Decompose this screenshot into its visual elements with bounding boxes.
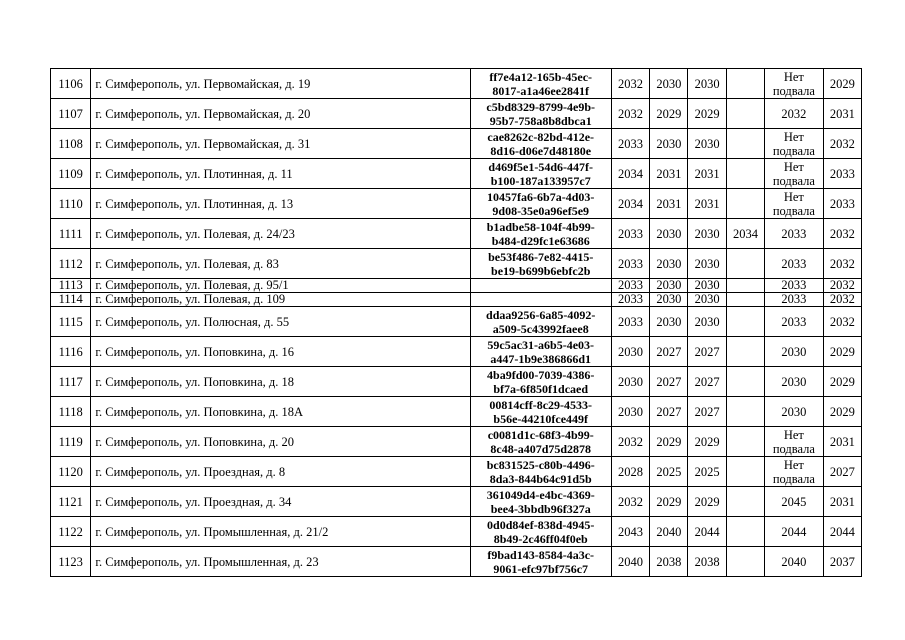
year-cell-3: 2031 bbox=[688, 189, 726, 219]
table-row bbox=[51, 427, 862, 457]
guid-cell: 00814cff-8c29-4533- b56e-44210fce449f bbox=[470, 397, 611, 427]
year-cell-4 bbox=[726, 159, 764, 189]
year-cell-6: 2037 bbox=[823, 547, 861, 577]
year-cell-1: 2032 bbox=[611, 99, 649, 129]
guid-cell: 10457fa6-6b7a-4d03- 9d08-35e0a96ef5e9 bbox=[470, 189, 611, 219]
basement-year-cell: 2030 bbox=[765, 397, 824, 427]
year-cell-3: 2030 bbox=[688, 279, 726, 293]
address-cell: г. Симферополь, ул. Полевая, д. 95/1 bbox=[91, 279, 470, 293]
year-cell-1: 2033 bbox=[611, 249, 649, 279]
year-cell-4 bbox=[726, 427, 764, 457]
year-cell-4 bbox=[726, 69, 764, 99]
table-row bbox=[51, 69, 862, 99]
year-cell-1: 2034 bbox=[611, 159, 649, 189]
basement-year-cell: Нет подвала bbox=[765, 427, 824, 457]
row-number: 1116 bbox=[51, 337, 91, 367]
basement-year-cell: Нет подвала bbox=[765, 189, 824, 219]
table-row bbox=[51, 293, 862, 307]
year-cell-1: 2043 bbox=[611, 517, 649, 547]
row-number: 1118 bbox=[51, 397, 91, 427]
row-number: 1119 bbox=[51, 427, 91, 457]
year-cell-2: 2029 bbox=[650, 487, 688, 517]
address-cell: г. Симферополь, ул. Полевая, д. 24/23 bbox=[91, 219, 470, 249]
row-number: 1117 bbox=[51, 367, 91, 397]
year-cell-4 bbox=[726, 397, 764, 427]
table-row bbox=[51, 99, 862, 129]
year-cell-2: 2029 bbox=[650, 99, 688, 129]
year-cell-4 bbox=[726, 99, 764, 129]
table-row bbox=[51, 367, 862, 397]
basement-year-cell: 2040 bbox=[765, 547, 824, 577]
year-cell-3: 2029 bbox=[688, 487, 726, 517]
guid-cell: ddaa9256-6a85-4092- a509-5c43992faee8 bbox=[470, 307, 611, 337]
year-cell-3: 2030 bbox=[688, 307, 726, 337]
guid-cell: ff7e4a12-165b-45ec- 8017-a1a46ee2841f bbox=[470, 69, 611, 99]
year-cell-6: 2044 bbox=[823, 517, 861, 547]
address-cell: г. Симферополь, ул. Проездная, д. 8 bbox=[91, 457, 470, 487]
table-row bbox=[51, 189, 862, 219]
table-row bbox=[51, 457, 862, 487]
year-cell-6: 2031 bbox=[823, 427, 861, 457]
guid-cell: 361049d4-e4bc-4369- bee4-3bbdb96f327a bbox=[470, 487, 611, 517]
basement-year-cell: Нет подвала bbox=[765, 129, 824, 159]
year-cell-4 bbox=[726, 189, 764, 219]
year-cell-2: 2040 bbox=[650, 517, 688, 547]
row-number: 1122 bbox=[51, 517, 91, 547]
housing-repair-table bbox=[50, 68, 862, 577]
year-cell-2: 2025 bbox=[650, 457, 688, 487]
table-row bbox=[51, 547, 862, 577]
basement-year-cell: 2033 bbox=[765, 279, 824, 293]
table-row bbox=[51, 487, 862, 517]
row-number: 1106 bbox=[51, 69, 91, 99]
year-cell-2: 2030 bbox=[650, 219, 688, 249]
year-cell-3: 2029 bbox=[688, 99, 726, 129]
year-cell-6: 2029 bbox=[823, 367, 861, 397]
year-cell-4 bbox=[726, 337, 764, 367]
basement-year-cell: Нет подвала bbox=[765, 457, 824, 487]
basement-year-cell: 2033 bbox=[765, 249, 824, 279]
address-cell: г. Симферополь, ул. Проездная, д. 34 bbox=[91, 487, 470, 517]
row-number: 1111 bbox=[51, 219, 91, 249]
year-cell-3: 2031 bbox=[688, 159, 726, 189]
address-cell: г. Симферополь, ул. Промышленная, д. 23 bbox=[91, 547, 470, 577]
year-cell-2: 2030 bbox=[650, 129, 688, 159]
year-cell-6: 2033 bbox=[823, 189, 861, 219]
address-cell: г. Симферополь, ул. Первомайская, д. 20 bbox=[91, 99, 470, 129]
address-cell: г. Симферополь, ул. Поповкина, д. 18 bbox=[91, 367, 470, 397]
year-cell-1: 2034 bbox=[611, 189, 649, 219]
year-cell-4: 2034 bbox=[726, 219, 764, 249]
year-cell-3: 2027 bbox=[688, 397, 726, 427]
guid-cell: c5bd8329-8799-4e9b- 95b7-758a8b8dbca1 bbox=[470, 99, 611, 129]
year-cell-2: 2030 bbox=[650, 69, 688, 99]
address-cell: г. Симферополь, ул. Плотинная, д. 11 bbox=[91, 159, 470, 189]
year-cell-1: 2040 bbox=[611, 547, 649, 577]
table-row bbox=[51, 397, 862, 427]
year-cell-3: 2025 bbox=[688, 457, 726, 487]
year-cell-2: 2027 bbox=[650, 367, 688, 397]
year-cell-1: 2032 bbox=[611, 427, 649, 457]
table-row bbox=[51, 337, 862, 367]
row-number: 1115 bbox=[51, 307, 91, 337]
address-cell: г. Симферополь, ул. Полевая, д. 109 bbox=[91, 293, 470, 307]
year-cell-2: 2031 bbox=[650, 159, 688, 189]
year-cell-4 bbox=[726, 279, 764, 293]
year-cell-2: 2029 bbox=[650, 427, 688, 457]
address-cell: г. Симферополь, ул. Поповкина, д. 16 bbox=[91, 337, 470, 367]
year-cell-6: 2032 bbox=[823, 219, 861, 249]
year-cell-2: 2030 bbox=[650, 279, 688, 293]
year-cell-4 bbox=[726, 487, 764, 517]
table-row bbox=[51, 159, 862, 189]
table-row bbox=[51, 129, 862, 159]
guid-cell: c0081d1c-68f3-4b99- 8c48-a407d75d2878 bbox=[470, 427, 611, 457]
year-cell-6: 2027 bbox=[823, 457, 861, 487]
guid-cell bbox=[470, 279, 611, 293]
guid-cell bbox=[470, 293, 611, 307]
year-cell-6: 2032 bbox=[823, 129, 861, 159]
guid-cell: 4ba9fd00-7039-4386- bf7a-6f850f1dcaed bbox=[470, 367, 611, 397]
year-cell-6: 2031 bbox=[823, 487, 861, 517]
table-row bbox=[51, 279, 862, 293]
table-row bbox=[51, 517, 862, 547]
year-cell-1: 2032 bbox=[611, 487, 649, 517]
row-number: 1112 bbox=[51, 249, 91, 279]
year-cell-1: 2033 bbox=[611, 129, 649, 159]
year-cell-4 bbox=[726, 457, 764, 487]
year-cell-2: 2030 bbox=[650, 307, 688, 337]
address-cell: г. Симферополь, ул. Полюсная, д. 55 bbox=[91, 307, 470, 337]
guid-cell: f9bad143-8584-4a3c- 9061-efc97bf756c7 bbox=[470, 547, 611, 577]
guid-cell: 0d0d84ef-838d-4945- 8b49-2c46ff04f0eb bbox=[470, 517, 611, 547]
address-cell: г. Симферополь, ул. Первомайская, д. 19 bbox=[91, 69, 470, 99]
year-cell-3: 2030 bbox=[688, 219, 726, 249]
guid-cell: be53f486-7e82-4415- be19-b699b6ebfc2b bbox=[470, 249, 611, 279]
guid-cell: d469f5e1-54d6-447f- b100-187a133957c7 bbox=[470, 159, 611, 189]
guid-cell: 59c5ac31-a6b5-4e03- a447-1b9e386866d1 bbox=[470, 337, 611, 367]
year-cell-2: 2030 bbox=[650, 249, 688, 279]
year-cell-2: 2030 bbox=[650, 293, 688, 307]
basement-year-cell: 2033 bbox=[765, 293, 824, 307]
year-cell-1: 2028 bbox=[611, 457, 649, 487]
basement-year-cell: 2044 bbox=[765, 517, 824, 547]
guid-cell: cae8262c-82bd-412e- 8d16-d06e7d48180e bbox=[470, 129, 611, 159]
basement-year-cell: 2032 bbox=[765, 99, 824, 129]
year-cell-6: 2031 bbox=[823, 99, 861, 129]
year-cell-6: 2032 bbox=[823, 293, 861, 307]
address-cell: г. Симферополь, ул. Полевая, д. 83 bbox=[91, 249, 470, 279]
year-cell-3: 2027 bbox=[688, 337, 726, 367]
year-cell-2: 2038 bbox=[650, 547, 688, 577]
year-cell-1: 2033 bbox=[611, 293, 649, 307]
year-cell-2: 2031 bbox=[650, 189, 688, 219]
year-cell-4 bbox=[726, 293, 764, 307]
year-cell-4 bbox=[726, 307, 764, 337]
address-cell: г. Симферополь, ул. Поповкина, д. 20 bbox=[91, 427, 470, 457]
address-cell: г. Симферополь, ул. Поповкина, д. 18А bbox=[91, 397, 470, 427]
year-cell-3: 2038 bbox=[688, 547, 726, 577]
table-body bbox=[51, 69, 862, 577]
basement-year-cell: 2045 bbox=[765, 487, 824, 517]
address-cell: г. Симферополь, ул. Промышленная, д. 21/2 bbox=[91, 517, 470, 547]
year-cell-6: 2029 bbox=[823, 337, 861, 367]
year-cell-1: 2033 bbox=[611, 307, 649, 337]
year-cell-1: 2030 bbox=[611, 397, 649, 427]
year-cell-4 bbox=[726, 547, 764, 577]
basement-year-cell: 2030 bbox=[765, 337, 824, 367]
table-row bbox=[51, 249, 862, 279]
year-cell-3: 2030 bbox=[688, 249, 726, 279]
year-cell-1: 2032 bbox=[611, 69, 649, 99]
row-number: 1114 bbox=[51, 293, 91, 307]
row-number: 1123 bbox=[51, 547, 91, 577]
year-cell-6: 2032 bbox=[823, 279, 861, 293]
year-cell-6: 2029 bbox=[823, 397, 861, 427]
row-number: 1109 bbox=[51, 159, 91, 189]
year-cell-1: 2030 bbox=[611, 337, 649, 367]
row-number: 1107 bbox=[51, 99, 91, 129]
row-number: 1121 bbox=[51, 487, 91, 517]
year-cell-4 bbox=[726, 517, 764, 547]
year-cell-1: 2033 bbox=[611, 279, 649, 293]
basement-year-cell: Нет подвала bbox=[765, 69, 824, 99]
basement-year-cell: 2033 bbox=[765, 219, 824, 249]
year-cell-3: 2030 bbox=[688, 129, 726, 159]
year-cell-2: 2027 bbox=[650, 337, 688, 367]
basement-year-cell: 2030 bbox=[765, 367, 824, 397]
year-cell-3: 2027 bbox=[688, 367, 726, 397]
year-cell-1: 2033 bbox=[611, 219, 649, 249]
table-row bbox=[51, 307, 862, 337]
year-cell-3: 2044 bbox=[688, 517, 726, 547]
year-cell-2: 2027 bbox=[650, 397, 688, 427]
guid-cell: bc831525-c80b-4496- 8da3-844b64c91d5b bbox=[470, 457, 611, 487]
row-number: 1108 bbox=[51, 129, 91, 159]
year-cell-3: 2030 bbox=[688, 69, 726, 99]
year-cell-4 bbox=[726, 129, 764, 159]
year-cell-1: 2030 bbox=[611, 367, 649, 397]
address-cell: г. Симферополь, ул. Первомайская, д. 31 bbox=[91, 129, 470, 159]
year-cell-6: 2032 bbox=[823, 249, 861, 279]
year-cell-3: 2030 bbox=[688, 293, 726, 307]
year-cell-6: 2032 bbox=[823, 307, 861, 337]
table-row bbox=[51, 219, 862, 249]
year-cell-3: 2029 bbox=[688, 427, 726, 457]
year-cell-6: 2033 bbox=[823, 159, 861, 189]
basement-year-cell: Нет подвала bbox=[765, 159, 824, 189]
guid-cell: b1adbe58-104f-4b99- b484-d29fc1e63686 bbox=[470, 219, 611, 249]
row-number: 1120 bbox=[51, 457, 91, 487]
row-number: 1113 bbox=[51, 279, 91, 293]
row-number: 1110 bbox=[51, 189, 91, 219]
year-cell-6: 2029 bbox=[823, 69, 861, 99]
basement-year-cell: 2033 bbox=[765, 307, 824, 337]
address-cell: г. Симферополь, ул. Плотинная, д. 13 bbox=[91, 189, 470, 219]
year-cell-4 bbox=[726, 367, 764, 397]
year-cell-4 bbox=[726, 249, 764, 279]
